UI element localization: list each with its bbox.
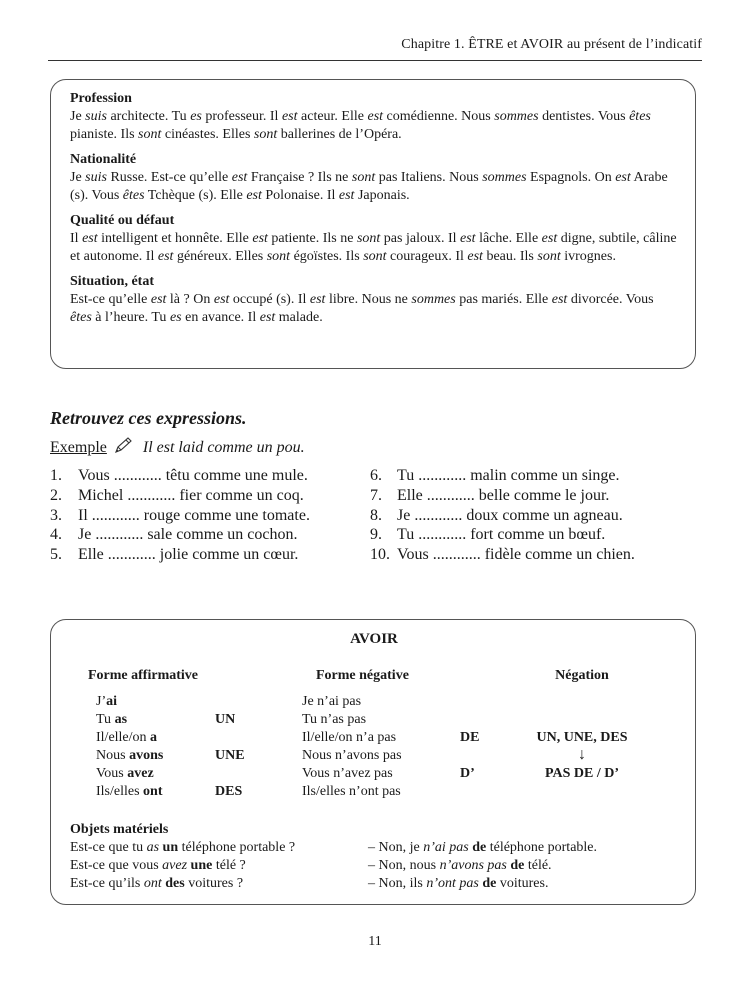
item-text: Elle ............ belle comme le jour. [397,486,610,504]
question: Est-ce que vous avez une télé ? [70,858,246,873]
list-item [50,486,310,506]
list-item [370,506,635,526]
list-item [50,506,310,526]
section-text: Je suis Russe. Est-ce qu’elle est Française ? Ils ne sont pas Italiens. Nous sommes Espagnols. On est Arabe (s). Vous êtes Tchèque (s). Elle est Polonaise. Il est Japonais. [70,170,668,203]
example-label: Exemple [50,439,107,456]
affirmative-form: Nous avons [96,748,164,763]
list-item [50,466,310,486]
list-item [370,545,635,565]
list-item [50,545,310,565]
list-item [370,486,635,506]
negative-form: Je n’ai pas [302,694,362,709]
item-text: Je ............ sale comme un cochon. [78,526,298,544]
item-text: Il ............ rouge comme une tomate. [78,506,310,524]
item-number: 3. [50,506,62,524]
affirmative-form: Ils/elles ont [96,784,163,799]
item-number: 8. [370,506,382,524]
exercise-title: Retrouvez ces expressions. [50,408,247,428]
item-text: Je ............ doux comme un agneau. [397,506,623,524]
article-un: UN [215,712,236,727]
item-text: Tu ............ malin comme un singe. [397,467,620,484]
negation-de: DE [460,730,480,745]
negative-form: Tu n’as pas [302,712,367,727]
arrow-down-icon: ↓ [578,746,586,763]
item-number: 10. [370,546,390,564]
negative-form: Il/elle/on n’a pas [302,730,397,745]
article-une: UNE [215,748,245,763]
example-line [50,437,305,460]
item-number: 2. [50,486,62,504]
item-number: 1. [50,467,62,484]
affirmative-form: Tu as [96,712,128,727]
affirmative-form: J’ai [96,694,118,709]
item-text: Elle ............ jolie comme un cœur. [78,546,299,564]
page-number: 11 [368,934,382,949]
col-header-negative: Forme négative [316,668,409,683]
section-profession [70,90,677,144]
question: Est-ce qu’ils ont des voitures ? [70,876,244,891]
section-title: Qualité ou défaut [70,213,175,228]
negation-d-apostrophe: D’ [460,766,475,781]
negative-form: Vous n’avez pas [302,766,393,781]
negation-pas-de: PAS DE / D’ [544,766,620,781]
article-des: DES [215,784,243,799]
col-header-affirmative: Forme affirmative [88,668,198,683]
section-situation [70,273,677,327]
section-qualite [70,212,677,266]
item-text: Tu ............ fort comme un bœuf. [397,526,606,544]
example-sentence: Il est laid comme un pou. [142,439,305,456]
item-number: 4. [50,526,62,544]
list-item [370,525,635,545]
negative-form: Nous n’avons pas [302,748,402,763]
item-number: 6. [370,467,382,484]
avoir-box [50,619,696,905]
section-nationalite [70,151,677,205]
section-text: Il est intelligent et honnête. Elle est patiente. Ils ne sont pas jaloux. Il est lâche. Elle est digne, subtile, câline et autonome. Il est généreux. Elles sont égoïstes. Ils sont courageux. Il est beau. Ils sont ivrognes. [70,231,677,264]
negation-un-une-des: UN, UNE, DES [536,730,628,745]
section-text: Je suis architecte. Tu es professeur. Il est acteur. Elle est comédienne. Nous sommes dentistes. Vous êtes pianiste. Ils sont cinéastes. Elles sont ballerines de l’Opéra. [70,109,651,142]
item-text: Vous ............ fidèle comme un chien. [397,546,635,564]
list-item [370,466,635,486]
item-number: 9. [370,526,382,544]
item-text: Michel ............ fier comme un coq. [78,486,304,504]
item-number: 7. [370,486,382,504]
answer: – Non, je n’ai pas de téléphone portable. [368,840,598,855]
answer: – Non, nous n’avons pas de télé. [368,858,552,873]
answer: – Non, ils n’ont pas de voitures. [368,876,549,891]
col-header-negation: Négation [555,668,609,683]
list-item [50,525,310,545]
affirmative-form: Vous avez [96,766,154,781]
exercise-list-left [50,466,310,565]
pencil-icon [113,437,133,460]
header-divider [48,60,702,61]
exercise-list-right [370,466,635,565]
affirmative-form: Il/elle/on a [96,730,158,745]
negative-form: Ils/elles n’ont pas [302,784,401,799]
avoir-title: AVOIR [350,631,398,647]
section-title: Nationalité [70,152,137,167]
item-number: 5. [50,546,62,564]
etre-examples-box [50,79,696,369]
section-title: Profession [70,91,132,106]
question: Est-ce que tu as un téléphone portable ? [70,840,296,855]
objets-title: Objets matériels [70,822,169,837]
section-text: Est-ce qu’elle est là ? On est occupé (s). Il est libre. Nous ne sommes pas mariés. Elle est divorcée. Vous êtes à l’heure. Tu es en avance. Il est malade. [70,292,654,325]
item-text: Vous ............ têtu comme une mule. [78,467,308,484]
section-title: Situation, état [70,274,154,289]
chapter-header: Chapitre 1. ÊTRE et AVOIR au présent de l’indicatif [401,37,702,52]
